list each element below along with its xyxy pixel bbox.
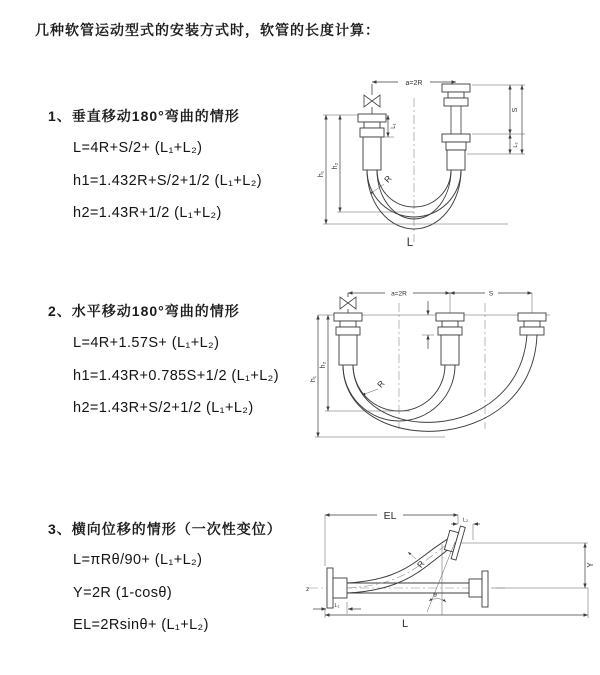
formula-line: h2=1.43R+S/2+1/2 (L₁+L₂) [73, 400, 254, 416]
dim-label-a2r: a=2R [405, 80, 423, 87]
dim-l2 [510, 85, 522, 154]
right-fitting [442, 84, 470, 170]
diagram-horizontal-180-bend [310, 287, 595, 455]
dim-label-l1: L₁ [391, 123, 397, 129]
dim-label-a2r: a=2R [391, 290, 407, 298]
formula-line: L=πRθ/90+ (L₁+L₂) [73, 552, 203, 568]
section-2-formulas [73, 327, 279, 425]
formula-line: h1=1.432R+S/2+1/2 (L₁+L₂) [73, 172, 263, 189]
section-1-heading: 1、垂直移动180°弯曲的情形 [48, 108, 240, 124]
page-title: 几种软管运动型式的安装方式时，软管的长度计算： [35, 22, 380, 38]
dim-label-theta: θ [433, 592, 437, 599]
braid-section [339, 335, 357, 365]
dim-h1 [318, 115, 508, 224]
centerline-break-mark: z [306, 586, 310, 593]
braid-section [447, 150, 465, 170]
formula-line: h2=1.43R+1/2 (L₁+L₂) [73, 205, 222, 221]
dim-label-l2: L₂ [513, 142, 519, 148]
section-2-heading: 2、水平移动180°弯曲的情形 [48, 303, 240, 319]
original-position-pipe [347, 571, 488, 607]
dim-label-l-total: L [406, 237, 414, 249]
valve-icon [340, 293, 356, 313]
braid-section [363, 137, 381, 170]
right-fitting-displaced [518, 313, 546, 335]
dim-middle-fitting [422, 301, 434, 349]
radius-annotation [362, 378, 387, 395]
braid-section [441, 335, 459, 365]
formula-line: L=4R+S/2+ (L₁+L₂) [73, 140, 203, 156]
left-fitting [334, 313, 362, 365]
formula-line: h1=1.43R+0.785S+1/2 (L₁+L₂) [73, 367, 279, 384]
hose-u-bend-displaced [343, 335, 537, 431]
dim-label-l: L [401, 618, 409, 630]
dim-s [450, 289, 532, 314]
formula-line: L=4R+1.57S+ (L₁+L₂) [73, 335, 220, 351]
dim-h1 [310, 315, 445, 437]
dim-label-s: S [512, 107, 519, 113]
dim-label-r: R [414, 558, 427, 570]
dim-label-r: R [382, 173, 394, 185]
valve-icon [364, 84, 380, 114]
radius-annotation [370, 173, 394, 194]
dim-l1 [313, 602, 361, 614]
section-3-heading: 3、横向位移的情形（一次性变位） [48, 521, 282, 537]
dim-label-s: S [488, 290, 494, 298]
formula-line: EL=2Rsinθ+ (L₁+L₂) [73, 617, 209, 633]
dim-label-l2: L₂ [462, 517, 469, 524]
diagram-lateral-displacement [305, 502, 595, 652]
dim-label-el: EL [383, 510, 397, 522]
angle-construction [427, 542, 455, 615]
middle-fitting [436, 313, 464, 365]
dim-label-y: Y [586, 562, 595, 568]
left-fitting [358, 114, 386, 170]
dim-l [325, 588, 588, 630]
left-flange [327, 568, 347, 608]
tilted-flange [442, 524, 465, 561]
section-3-formulas [73, 544, 209, 642]
dim-label-h1: h₁ [318, 170, 325, 178]
dim-label-l1: L₁ [334, 603, 340, 609]
dim-label-r: R [375, 378, 387, 390]
dim-label-h2: h₂ [332, 162, 339, 170]
dim-label-h1: h₁ [310, 375, 317, 383]
diagram-vertical-180-bend [312, 70, 590, 266]
dim-label-h2: h₂ [320, 361, 327, 369]
section-1-formulas [73, 132, 262, 230]
formula-line: Y=2R (1-cosθ) [73, 584, 173, 601]
